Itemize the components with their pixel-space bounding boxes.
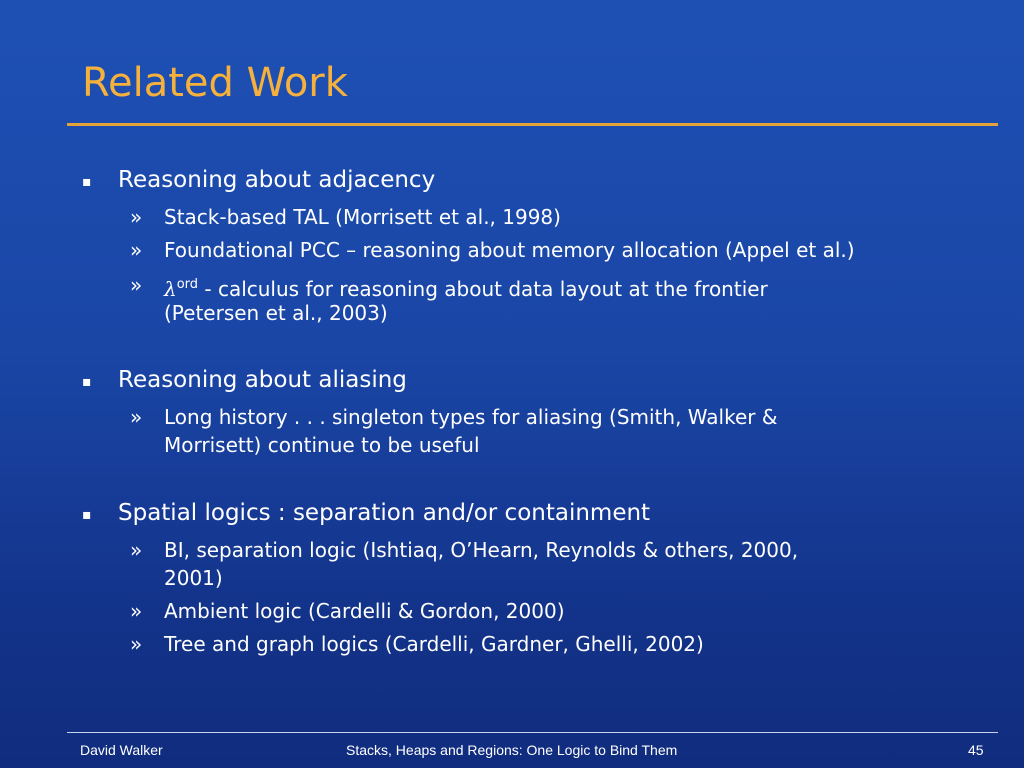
footer-divider: [67, 732, 998, 733]
section-heading-adjacency: Reasoning about adjacency: [118, 167, 436, 193]
list-item: Foundational PCC – reasoning about memory allocation (Appel et al.): [164, 238, 855, 262]
sub-bullet-icon: »: [130, 238, 143, 262]
section-heading-spatial-logics: Spatial logics : separation and/or containment: [118, 500, 651, 526]
footer-author: David Walker: [80, 742, 163, 758]
title-divider: [67, 123, 998, 126]
sub-bullet-icon: »: [130, 632, 143, 656]
sub-bullet-icon: »: [130, 405, 143, 429]
list-item: Ambient logic (Cardelli & Gordon, 2000): [164, 599, 565, 623]
list-item-text: - calculus for reasoning about data layout at the frontier: [198, 277, 768, 301]
list-item-continuation: Morrisett) continue to be useful: [164, 433, 480, 457]
list-item: BI, separation logic (Ishtiaq, O’Hearn, Reynolds & others, 2000,: [164, 538, 799, 562]
list-item-continuation: (Petersen et al., 2003): [164, 301, 388, 325]
bullet-icon: ▪: [82, 507, 92, 523]
bullet-icon: ▪: [82, 374, 92, 390]
list-item: Long history . . . singleton types for aliasing (Smith, Walker &: [164, 405, 778, 429]
slide-title: Related Work: [82, 60, 348, 106]
section-heading-aliasing: Reasoning about aliasing: [118, 367, 407, 393]
bullet-icon: ▪: [82, 174, 92, 190]
sub-bullet-icon: »: [130, 538, 143, 562]
sub-bullet-icon: »: [130, 273, 143, 297]
sub-bullet-icon: »: [130, 205, 143, 229]
superscript-ord: ord: [176, 277, 199, 292]
sub-bullet-icon: »: [130, 599, 143, 623]
list-item: Tree and graph logics (Cardelli, Gardner, Ghelli, 2002): [164, 632, 704, 656]
list-item-continuation: 2001): [164, 566, 223, 590]
footer-page-number: 45: [968, 742, 984, 758]
footer-talk-title: Stacks, Heaps and Regions: One Logic to Bind Them: [346, 742, 678, 758]
list-item: Stack-based TAL (Morrisett et al., 1998): [164, 205, 561, 229]
lambda-symbol: λ: [164, 277, 177, 301]
